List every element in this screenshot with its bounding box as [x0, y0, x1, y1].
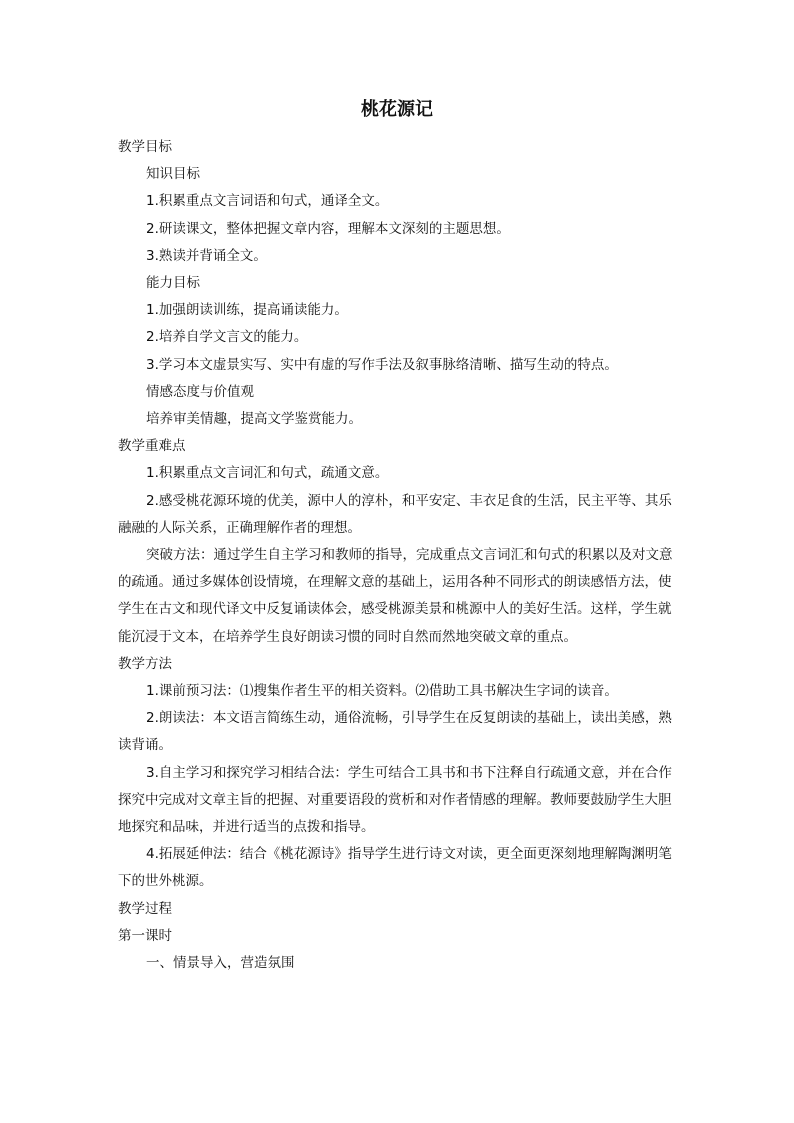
section-heading-objectives: 教学目标 — [118, 139, 172, 155]
subheading-ability-objectives: 能力目标 — [146, 275, 200, 292]
paragraph: 1.课前预习法：⑴搜集作者生平的相关资料。⑵借助工具书解决生字词的读音。 — [146, 683, 618, 700]
paragraph: 2.感受桃花源环境的优美，源中人的淳朴，和平安定、丰衣足食的生活，民主平等、其乐融融的人际关系，正确理解作者的理想。 — [118, 492, 672, 536]
paragraph: 4.拓展延伸法：结合《桃花源诗》指导学生进行诗文对读，更全面更深刻地理解陶渊明笔下的世外桃源。 — [118, 846, 672, 890]
paragraph: 2.培养自学文言文的能力。 — [146, 329, 308, 346]
section-heading-first-lesson: 第一课时 — [118, 927, 172, 944]
paragraph: 培养审美情趣，提高文学鉴赏能力。 — [146, 411, 362, 428]
subheading-knowledge-objectives: 知识目标 — [146, 166, 200, 183]
section-heading-process: 教学过程 — [118, 900, 172, 917]
document-title: 桃花源记 — [361, 99, 433, 120]
document-body — [118, 134, 674, 977]
paragraph: 3.熟读并背诵全文。 — [146, 247, 267, 264]
paragraph: 2.研读课文，整体把握文章内容，理解本文深刻的主题思想。 — [146, 220, 510, 237]
paragraph: 1.积累重点文言词汇和句式，疏通文意。 — [146, 465, 389, 482]
section-heading-key-points: 教学重难点 — [118, 438, 186, 455]
paragraph: 突破方法：通过学生自主学习和教师的指导，完成重点文言词汇和句式的积累以及对文意的疏通。通过多媒体创设情境，在理解文意的基础上，运用各种不同形式的朗读感悟方法，使学生在古文和现代译文中反复诵读体会，感受桃源美景和桃源中人的美好生活。这样，学生就能沉浸于文本，在培养学生良好朗读习惯的同时自然而然地突破文章的重点。 — [118, 547, 673, 645]
paragraph: 3.学习本文虚景实写、实中有虚的写作手法及叙事脉络清晰、描写生动的特点。 — [146, 356, 618, 373]
paragraph: 一、情景导入，营造氛围 — [146, 955, 295, 972]
paragraph: 1.加强朗读训练，提高诵读能力。 — [146, 302, 348, 319]
paragraph: 3.自主学习和探究学习相结合法：学生可结合工具书和书下注释自行疏通文意，并在合作探究中完成对文章主旨的把握、对重要语段的赏析和对作者情感的理解。教师要鼓励学生大胆地探究和品味，并进行适当的点拨和指导。 — [118, 764, 672, 836]
subheading-emotion-values: 情感态度与价值观 — [146, 383, 254, 400]
section-heading-methods: 教学方法 — [118, 655, 172, 672]
paragraph: 1.积累重点文言词语和句式，通译全文。 — [146, 193, 389, 210]
paragraph: 2.朗读法：本文语言简练生动，通俗流畅，引导学生在反复朗读的基础上，读出美感，熟读背诵。 — [118, 710, 672, 754]
